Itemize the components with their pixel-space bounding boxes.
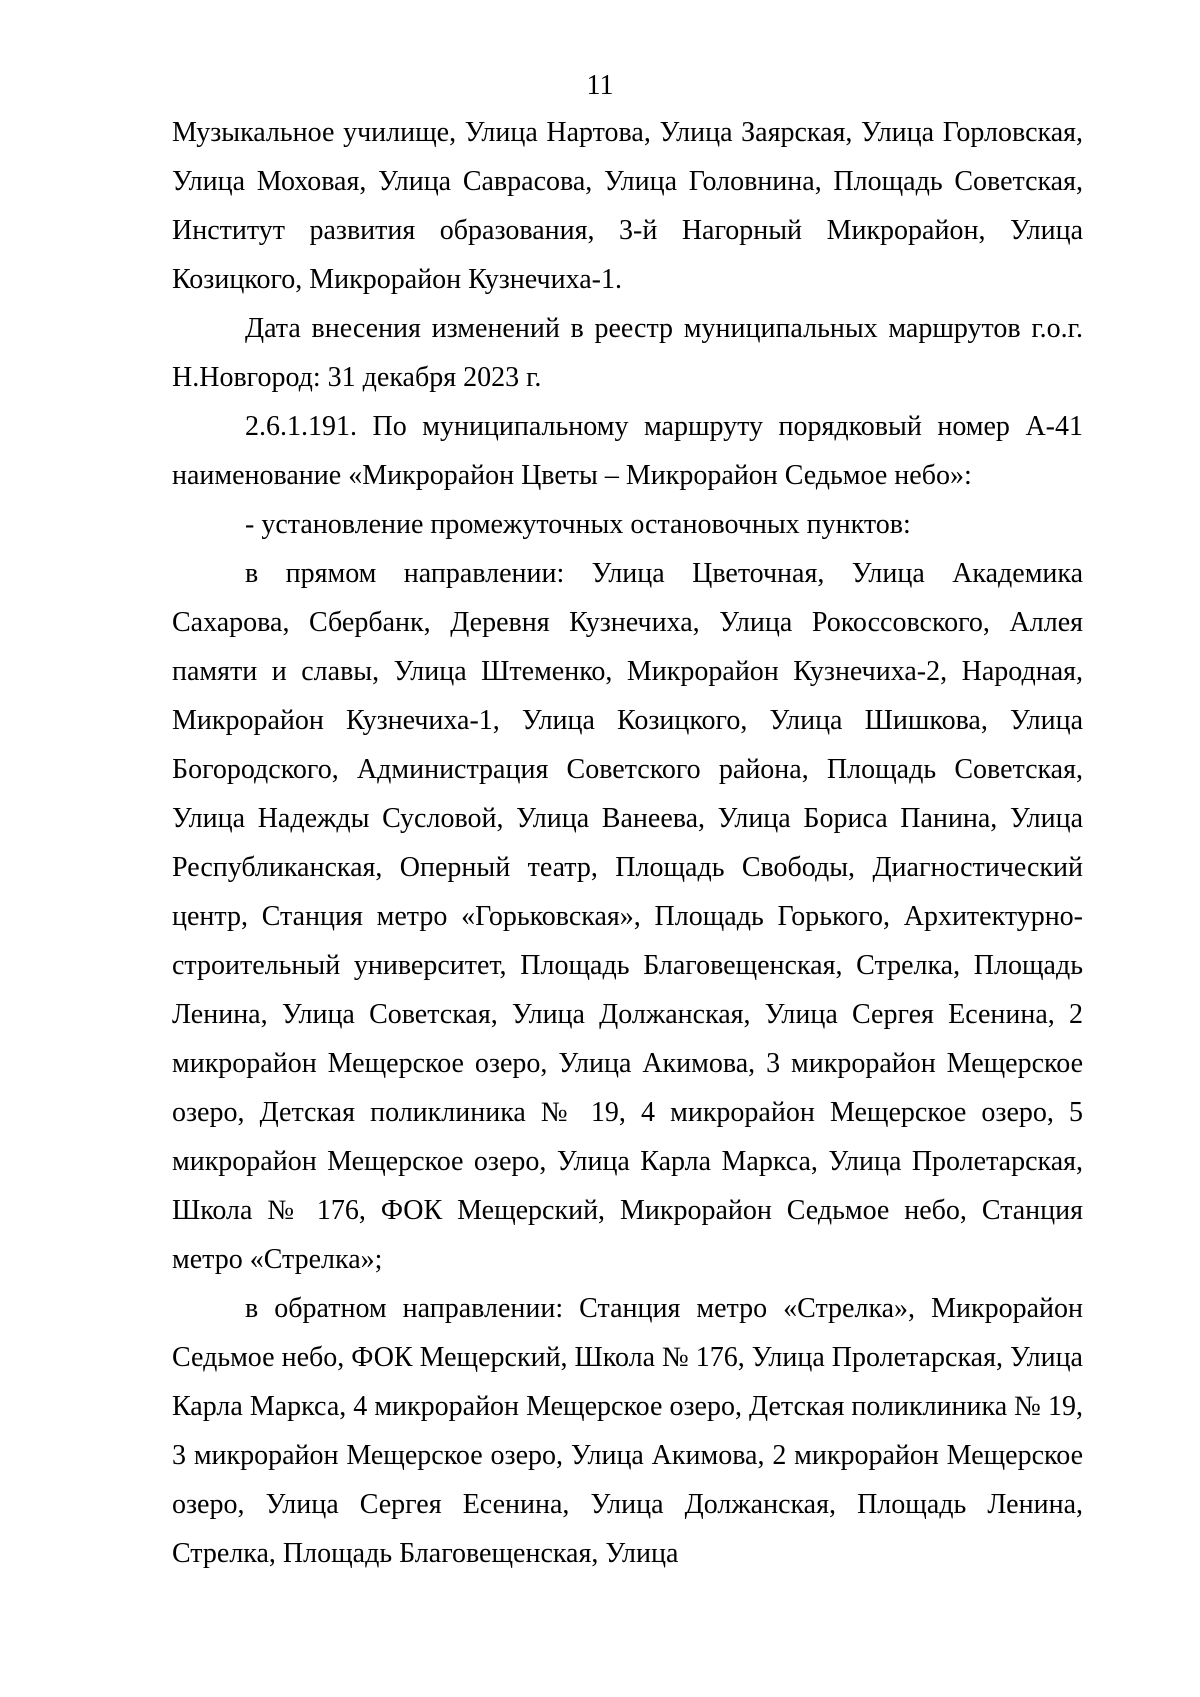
document-body (172, 108, 1083, 1578)
paragraph-forward-direction: в прямом направлении: Улица Цветочная, Улица Академика Сахарова, Сбербанк, Деревня Кузнечиха, Улица Рокоссовского, Аллея памяти и славы, Улица Штеменко, Микрорайон Кузнечиха-2, Народная, Микрорайон Кузнечиха-1, Улица Козицкого, Улица Шишкова, Улица Богородского, Администрация Советского района, Площадь Советская, Улица Надежды Сусловой, Улица Ванеева, Улица Бориса Панина, Улица Республиканская, Оперный театр, Площадь Свободы, Диагностический центр, Станция метро «Горьковская», Площадь Горького, Архитектурно-строительный университет, Площадь Благовещенская, Стрелка, Площадь Ленина, Улица Советская, Улица Должанская, Улица Сергея Есенина, 2 микрорайон Мещерское озеро, Улица Акимова, 3 микрорайон Мещерское озеро, Детская поликлиника № 19, 4 микрорайон Мещерское озеро, 5 микрорайон Мещерское озеро, Улица Карла Маркса, Улица Пролетарская, Школа № 176, ФОК Мещерский, Микрорайон Седьмое небо, Станция метро «Стрелка»; (172, 558, 1083, 1275)
paragraph-route-a41: 2.6.1.191. По муниципальному маршруту порядковый номер А-41 наименование «Микрорайон Цветы – Микрорайон Седьмое небо»: (172, 411, 1083, 491)
paragraph-registry-date: Дата внесения изменений в реестр муниципальных маршрутов г.о.г. Н.Новгород: 31 декабря 2023 г. (172, 313, 1083, 393)
page-number: 11 (586, 70, 614, 101)
paragraph-stops-continuation: Музыкальное училище, Улица Нартова, Улица Заярская, Улица Горловская, Улица Моховая, Улица Саврасова, Улица Головнина, Площадь Советская, Институт развития образования, 3-й Нагорный Микрорайон, Улица Козицкого, Микрорайон Кузнечиха-1. (172, 117, 1083, 295)
paragraph-stops-heading: - установление промежуточных остановочных пунктов: (245, 509, 911, 540)
paragraph-reverse-direction: в обратном направлении: Станция метро «Стрелка», Микрорайон Седьмое небо, ФОК Мещерский, Школа № 176, Улица Пролетарская, Улица Карла Маркса, 4 микрорайон Мещерское озеро, Детская поликлиника № 19, 3 микрорайон Мещерское озеро, Улица Акимова, 2 микрорайон Мещерское озеро, Улица Сергея Есенина, Улица Должанская, Площадь Ленина, Стрелка, Площадь Благовещенская, Улица (172, 1293, 1083, 1569)
